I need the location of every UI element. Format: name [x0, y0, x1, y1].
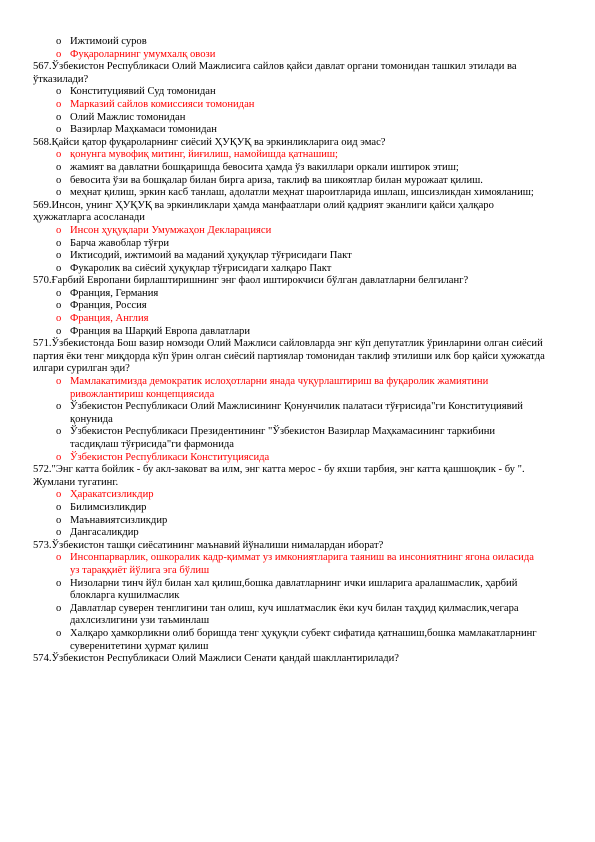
answer-text: Конституциявий Суд томонидан [70, 86, 216, 98]
answer-text: Ўзбекистон Республикаси Олий Мажлисининг Қонунчилик палатаси тўғрисида"ги Конституциявий қонунида [70, 401, 523, 425]
bullet-icon: o [56, 98, 62, 110]
answer-option-correct [0, 489, 595, 502]
answer-text: бевосита ўзи ва бошқалар билан бирга ариза, таклиф ва шикоятлар билан мурожаат қилиш. [70, 174, 483, 186]
answer-text: Ижтимоий суров [70, 36, 147, 47]
answer-option [0, 112, 595, 125]
answer-text: Инсонпарварлик, ошкоралик кадр-қиммат уз имкониятларига таяниш ва инсониятнинг ягона оиласида уз тараққиёт йўлига эга бўлиш [70, 552, 534, 576]
bullet-icon: o [56, 174, 62, 186]
bullet-icon: o [56, 401, 62, 413]
bullet-icon: o [56, 451, 62, 463]
answer-text: қонунга мувофиқ митинг, йиғилиш, намойишда қатнашиш; [70, 149, 338, 161]
answer-option [0, 603, 595, 628]
answer-text: Франция, Россия [70, 300, 147, 312]
answer-option [0, 300, 595, 313]
bullet-icon: o [56, 250, 62, 262]
answer-option-correct [0, 49, 595, 62]
answer-text: Мамлакатимизда демократик ислоҳотларни янада чуқурлаштириш ва фуқаролик жамиятини ривожлантириш концепциясида [70, 376, 489, 400]
answer-option-correct [0, 99, 595, 112]
bullet-icon: o [56, 300, 62, 312]
answer-text: Фукаролик ва сиёсий ҳуқуқлар тўғрисидаги халқаро Пакт [70, 262, 332, 274]
bullet-icon: o [56, 527, 62, 539]
bullet-icon: o [56, 313, 62, 325]
bullet-icon: o [56, 124, 62, 136]
answer-option [0, 238, 595, 251]
answer-option [0, 175, 595, 188]
answer-option [0, 515, 595, 528]
bullet-icon: o [56, 86, 62, 98]
bullet-icon: o [56, 237, 62, 249]
question-text: 572."Энг катта бойлик - бу акл-заковат ва илм, энг катта мерос - бу яхши тарбия, энг катта қашшоқлик - бу ". Жумлани тугатинг. [33, 464, 525, 488]
answer-option-correct [0, 552, 595, 577]
answer-text: Ҳаракатсизликдир [70, 489, 154, 501]
answer-option [0, 628, 595, 653]
answer-option [0, 263, 595, 276]
bullet-icon: o [56, 489, 62, 501]
answer-text: Давлатлар суверен тенглигини тан олиш, куч ишлатмаслик ёки куч билан таҳдид қилмаслик,чегара дахлсизлигини узи таъминлаш [70, 602, 519, 627]
answer-option [0, 187, 595, 200]
answer-text: меҳнат қилиш, эркин касб танлаш, адолатли меҳнат шароитларида ишлаш, ишсизликдан химояланиш; [70, 187, 534, 199]
question-text: 573.Ўзбекистон ташқи сиёсатининг маънавий йўналиши нималардан иборат? [33, 539, 384, 551]
answer-option [0, 250, 595, 263]
answer-text: Франция ва Шарқий Европа давлатлари [70, 325, 251, 337]
bullet-icon: o [56, 48, 62, 60]
answer-option [0, 86, 595, 99]
answer-text: Ўзбекистон Республикаси Конституциясида [70, 451, 270, 463]
bullet-icon: o [56, 426, 62, 438]
bullet-icon: o [56, 224, 62, 236]
answer-text: жамият ва давлатни бошқаришда бевосита ҳамда ўз вакиллари оркали иштирок этиш; [70, 161, 459, 173]
bullet-icon: o [56, 187, 62, 199]
answer-option [0, 426, 595, 451]
answer-option [0, 162, 595, 175]
answer-option-correct [0, 376, 595, 401]
answer-option [0, 288, 595, 301]
answer-option-correct [0, 149, 595, 162]
bullet-icon: o [56, 161, 62, 173]
bullet-icon: o [56, 149, 62, 161]
answer-option [0, 527, 595, 540]
answer-text: Фуқароларнинг умумхалқ овози [70, 48, 216, 60]
bullet-icon: o [56, 36, 62, 47]
question-text: 568.Қайси қатор фуқароларнинг сиёсий ҲУҚУҚ ва эркинликларига оид эмас? [33, 136, 386, 148]
answer-text: Франция, Германия [70, 287, 159, 299]
question-text: 567.Ўзбекистон Республикаси Олий Мажлисига сайлов қайси давлат органи томонидан ташкил этилади ва ўтказилади? [33, 61, 517, 85]
question-text: 570.Ғарбий Европани бирлаштиришнинг энг фаол иштирокчиси бўлган давлатларни белгиланг? [33, 275, 469, 287]
answer-option-correct [0, 225, 595, 238]
bullet-icon: o [56, 514, 62, 526]
answer-text: Ўзбекистон Республикаси Президентининг "Ўзбекистон Вазирлар Маҳкамасининг таркибини тасдиқлаш тўғрисида"ги фармонида [70, 426, 496, 450]
answer-text: Билимсизликдир [70, 501, 147, 513]
answer-option [0, 36, 595, 49]
answer-text: Инсон ҳуқуқлари Умумжаҳон Декларацияси [70, 224, 272, 236]
answer-option-correct [0, 452, 595, 465]
answer-option-correct [0, 313, 595, 326]
answer-text: Барча жавоблар тўғри [70, 237, 170, 249]
answer-text: Иктисодий, ижтимоий ва маданий ҳуқуқлар тўғрисидаги Пакт [70, 250, 352, 262]
answer-text: Вазирлар Маҳкамаси томонидан [70, 124, 217, 136]
bullet-icon: o [56, 602, 62, 614]
bullet-icon: o [56, 577, 62, 589]
answer-text: Низоларни тинч йўл билан хал қилиш,бошка давлатларнинг ички ишларига аралашмаслик, ҳарбий блокларга кушилмаслик [70, 577, 518, 602]
question-text: 574.Ўзбекистон Республикаси Олий Мажлиси Сенати қандай шакллантирилади? [33, 653, 400, 665]
bullet-icon: o [56, 111, 62, 123]
bullet-icon: o [56, 552, 62, 564]
answer-option [0, 502, 595, 515]
bullet-icon: o [56, 376, 62, 388]
bullet-icon: o [56, 287, 62, 299]
answer-text: Марказий сайлов комиссияси томонидан [70, 98, 255, 110]
question-text: 571.Ўзбекистонда Бош вазир номзоди Олий Мажлиси сайловларда энг кўп депутатлик ўринларини олган сиёсий партия ёки тенг миқдорда кўп ўрин олган сиёсий партиялар томонидан таклиф этилиши илк бор қайси ҳужжатда илгари сурилган эди? [33, 338, 545, 375]
answer-text: Халқаро ҳамкорликни олиб боришда тенг ҳуқуқли субект сифатида қатнашиш,бошка мамлакатларнинг суверенитетини ҳурмат қилиш [70, 627, 537, 652]
question-text: 569.Инсон, унинг ҲУҚУҚ ва эркинликлари ҳамда манфаатлари олий қадрият эканлиги қайси ҳалқаро ҳужжатларга асосланади [33, 199, 494, 224]
answer-text: Олий Мажлис томонидан [70, 111, 186, 123]
answer-text: Дангасаликдир [70, 527, 139, 539]
bullet-icon: o [56, 627, 62, 639]
document-page [0, 36, 595, 666]
answer-option [0, 124, 595, 137]
bullet-icon: o [56, 262, 62, 274]
answer-option [0, 578, 595, 603]
answer-text: Маънавиятсизликдир [70, 514, 168, 526]
answer-text: Франция, Англия [70, 313, 149, 325]
answer-option [0, 326, 595, 339]
answer-option [0, 401, 595, 426]
bullet-icon: o [56, 501, 62, 513]
bullet-icon: o [56, 325, 62, 337]
